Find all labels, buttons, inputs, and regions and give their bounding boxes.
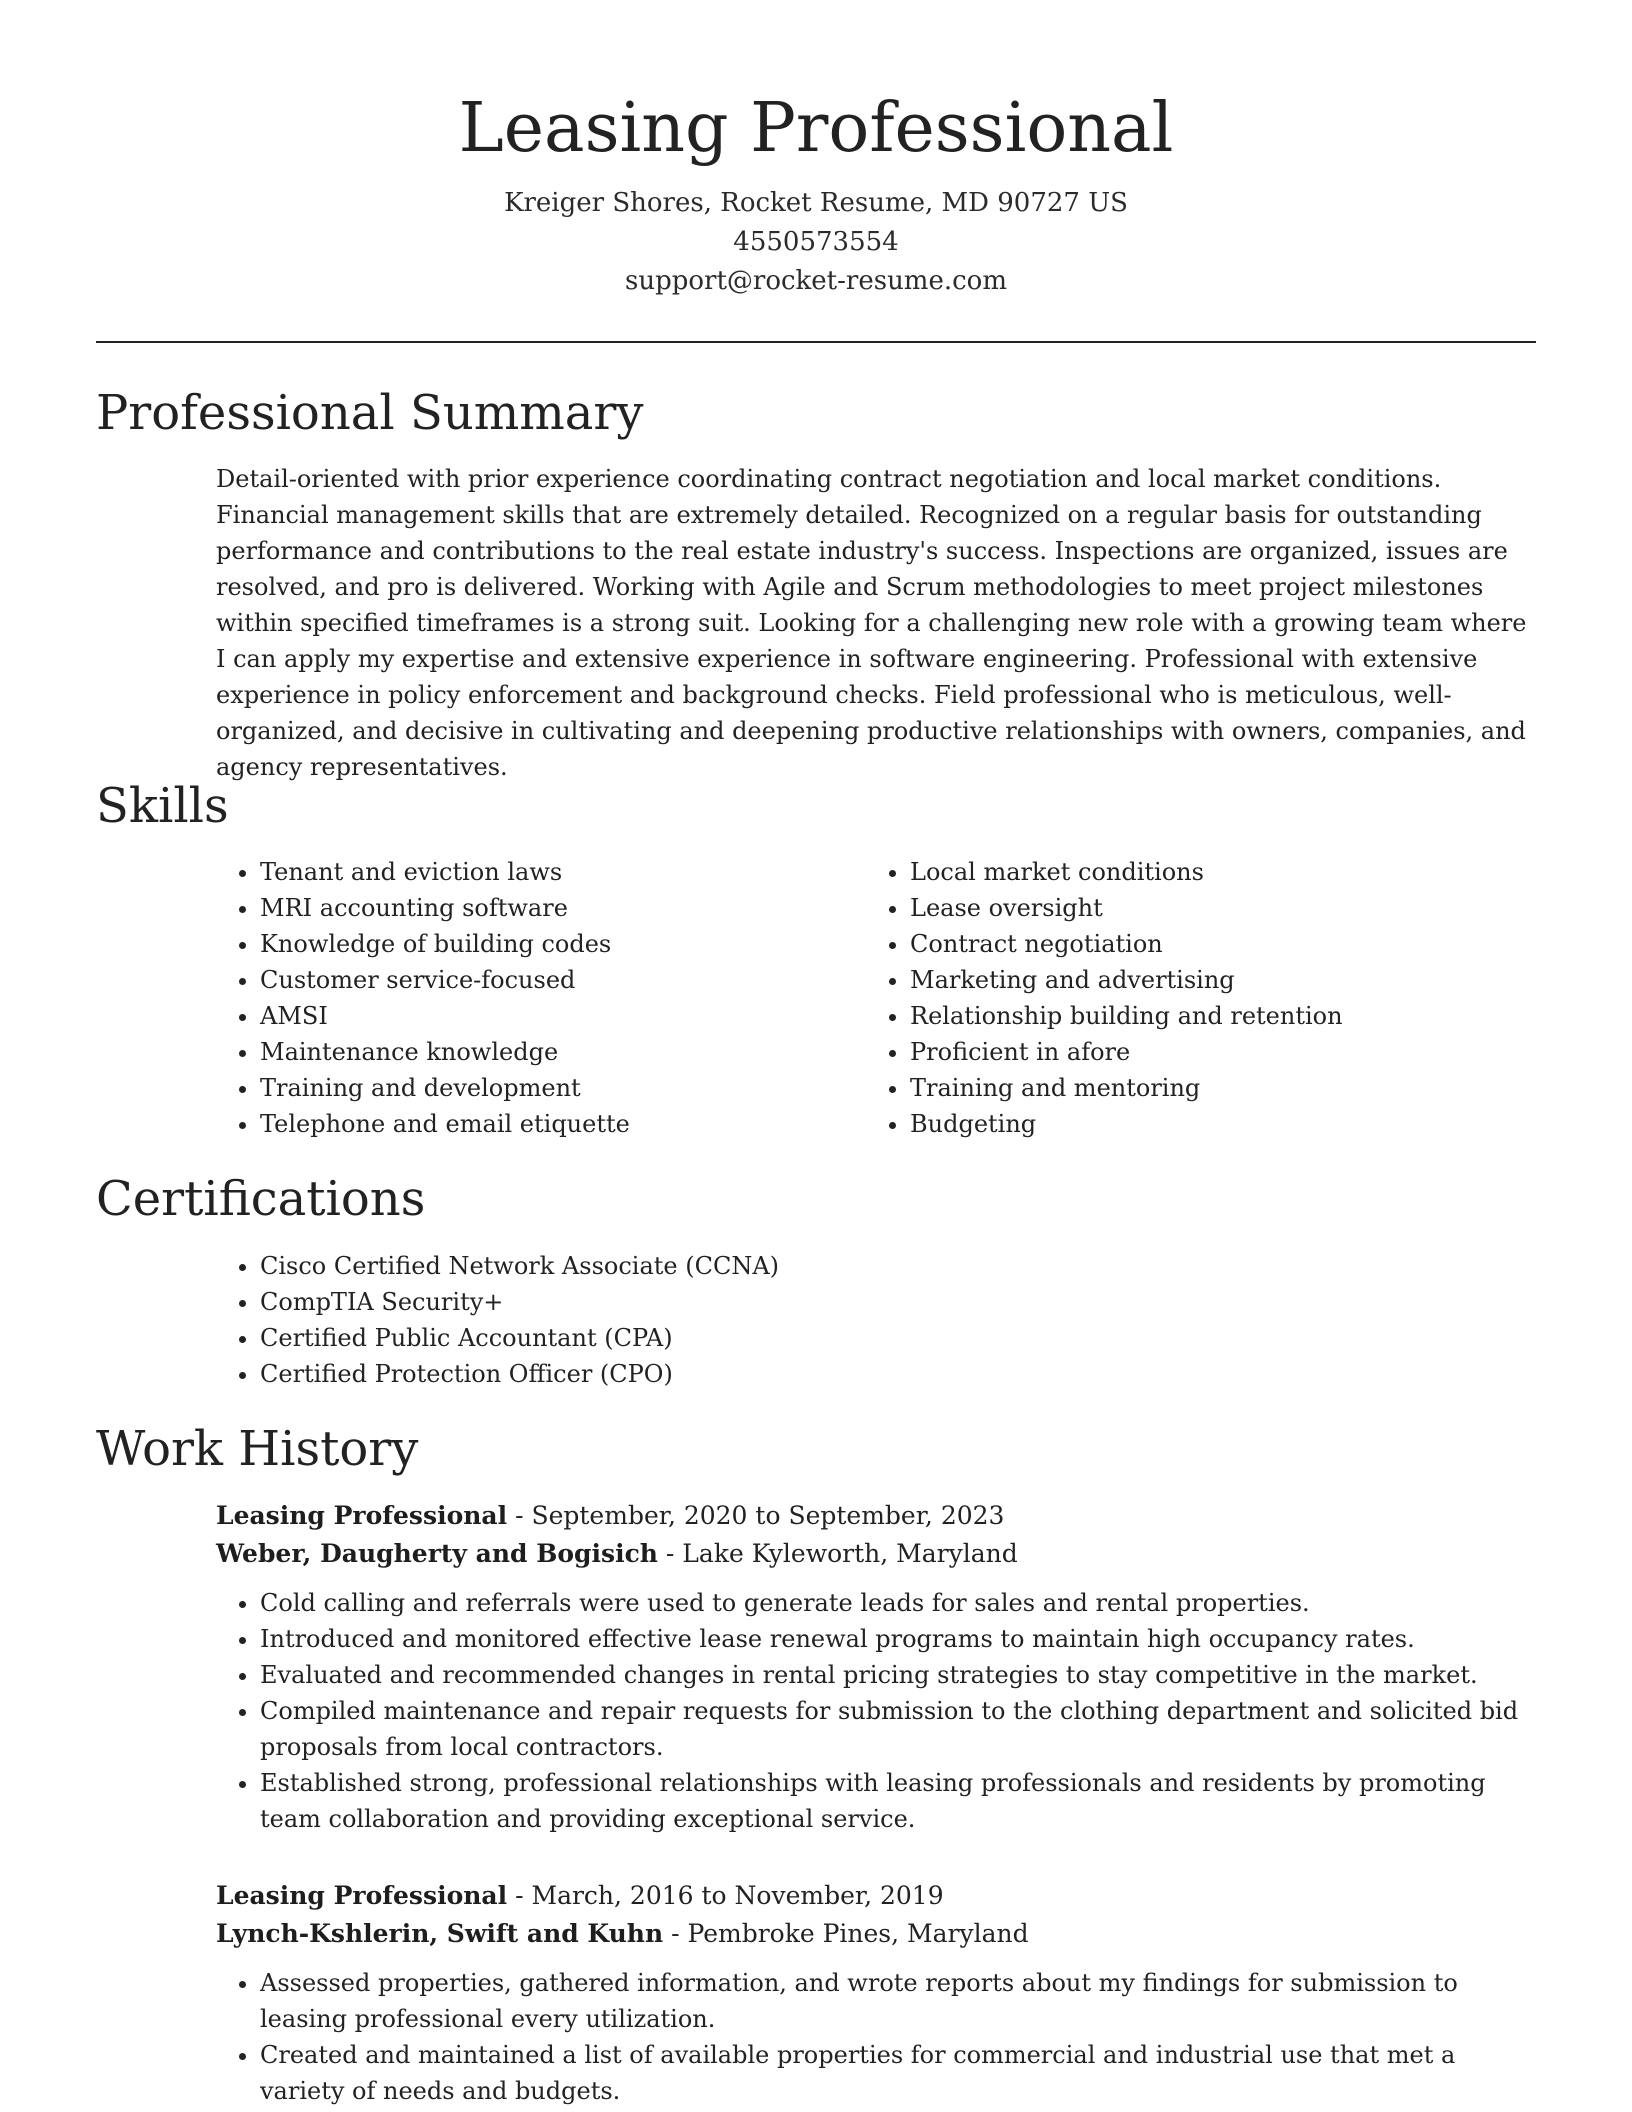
job-bullet: • Created and maintained a list of available properties for commercial and industrial use that met a variety of needs and budgets. bbox=[260, 2037, 1538, 2109]
skill-item: • Local market conditions bbox=[910, 854, 1466, 890]
job-title: Leasing Professional bbox=[216, 1501, 508, 1530]
skill-item: • Customer service-focused bbox=[260, 962, 816, 998]
skill-item: • Marketing and advertising bbox=[910, 962, 1466, 998]
job-dates: - September, 2020 to September, 2023 bbox=[507, 1501, 1005, 1530]
job-responsibilities bbox=[216, 1965, 1538, 2109]
job-title-line bbox=[216, 1497, 1538, 1535]
certification-item: • Certified Public Accountant (CPA) bbox=[260, 1320, 1538, 1356]
contact-address: Kreiger Shores, Rocket Resume, MD 90727 US bbox=[504, 188, 1128, 218]
skills-left-column bbox=[216, 854, 816, 1142]
job-title: Leasing Professional bbox=[216, 1881, 508, 1910]
job-company: Weber, Daugherty and Bogisich bbox=[216, 1539, 658, 1568]
skills-heading: Skills bbox=[96, 778, 229, 834]
skill-item: • Tenant and eviction laws bbox=[260, 854, 816, 890]
job-responsibilities bbox=[216, 1585, 1538, 1837]
job-company-line bbox=[216, 1915, 1538, 1953]
job-company-line bbox=[216, 1535, 1538, 1573]
skill-item: • AMSI bbox=[260, 998, 816, 1034]
certifications-list bbox=[216, 1248, 1538, 1392]
job-location: - Lake Kyleworth, Maryland bbox=[657, 1539, 1018, 1568]
skill-item: • Budgeting bbox=[910, 1106, 1466, 1142]
job-bullet: • Evaluated and recommended changes in rental pricing strategies to stay competitive in the market. bbox=[260, 1657, 1538, 1693]
certification-item: • Cisco Certified Network Associate (CCNA) bbox=[260, 1248, 1538, 1284]
resume-header bbox=[0, 0, 1632, 301]
job-location: - Pembroke Pines, Maryland bbox=[663, 1919, 1029, 1948]
job-entry bbox=[216, 1497, 1538, 1837]
candidate-name: Leasing Professional bbox=[458, 89, 1174, 168]
job-bullet: • Cold calling and referrals were used to generate leads for sales and rental properties. bbox=[260, 1585, 1538, 1621]
job-bullet: • Introduced and monitored effective lease renewal programs to maintain high occupancy rates. bbox=[260, 1621, 1538, 1657]
work-history-heading: Work History bbox=[96, 1421, 419, 1477]
skill-item: • Contract negotiation bbox=[910, 926, 1466, 962]
skill-item: • Relationship building and retention bbox=[910, 998, 1466, 1034]
job-company: Lynch-Kshlerin, Swift and Kuhn bbox=[216, 1919, 664, 1948]
contact-email: support@rocket-resume.com bbox=[624, 266, 1007, 296]
skills-right-column bbox=[866, 854, 1466, 1142]
summary-text: Detail-oriented with prior experience coordinating contract negotiation and local market conditions. Financial management skills that are extremely detailed. Recognized on a regular basis for outstanding performance and contributions to the real estate industry's success. Inspections are organized, issues are resolved, and pro is delivered. Working with Agile and Scrum methodologies to meet project milestones within specified timeframes is a strong suit. Looking for a challenging new role with a growing team where I can apply my expertise and extensive experience in software engineering. Professional with extensive experience in policy enforcement and background checks. Field professional who is meticulous, well-organized, and decisive in cultivating and deepening productive relationships with owners, companies, and agency representatives. bbox=[216, 465, 1527, 781]
summary-heading: Professional Summary bbox=[96, 385, 644, 441]
skill-item: • Training and development bbox=[260, 1070, 816, 1106]
job-entry bbox=[216, 1877, 1538, 2109]
contact-phone: 4550573554 bbox=[733, 227, 899, 257]
certification-item: • Certified Protection Officer (CPO) bbox=[260, 1356, 1538, 1392]
job-bullet: • Compiled maintenance and repair requests for submission to the clothing department and solicited bid proposals from local contractors. bbox=[260, 1693, 1538, 1765]
skill-item: • Telephone and email etiquette bbox=[260, 1106, 816, 1142]
skill-item: • MRI accounting software bbox=[260, 890, 816, 926]
job-bullet: • Established strong, professional relationships with leasing professionals and residents by promoting team collaboration and providing exceptional service. bbox=[260, 1765, 1538, 1837]
job-bullet: • Assessed properties, gathered information, and wrote reports about my findings for submission to leasing professional every utilization. bbox=[260, 1965, 1538, 2037]
header-divider bbox=[96, 341, 1536, 343]
certification-item: • CompTIA Security+ bbox=[260, 1284, 1538, 1320]
skill-item: • Knowledge of building codes bbox=[260, 926, 816, 962]
skill-item: • Lease oversight bbox=[910, 890, 1466, 926]
skill-item: • Maintenance knowledge bbox=[260, 1034, 816, 1070]
certifications-heading: Certifications bbox=[96, 1171, 426, 1227]
job-dates: - March, 2016 to November, 2019 bbox=[507, 1881, 944, 1910]
skill-item: • Proficient in afore bbox=[910, 1034, 1466, 1070]
skill-item: • Training and mentoring bbox=[910, 1070, 1466, 1106]
job-title-line bbox=[216, 1877, 1538, 1915]
